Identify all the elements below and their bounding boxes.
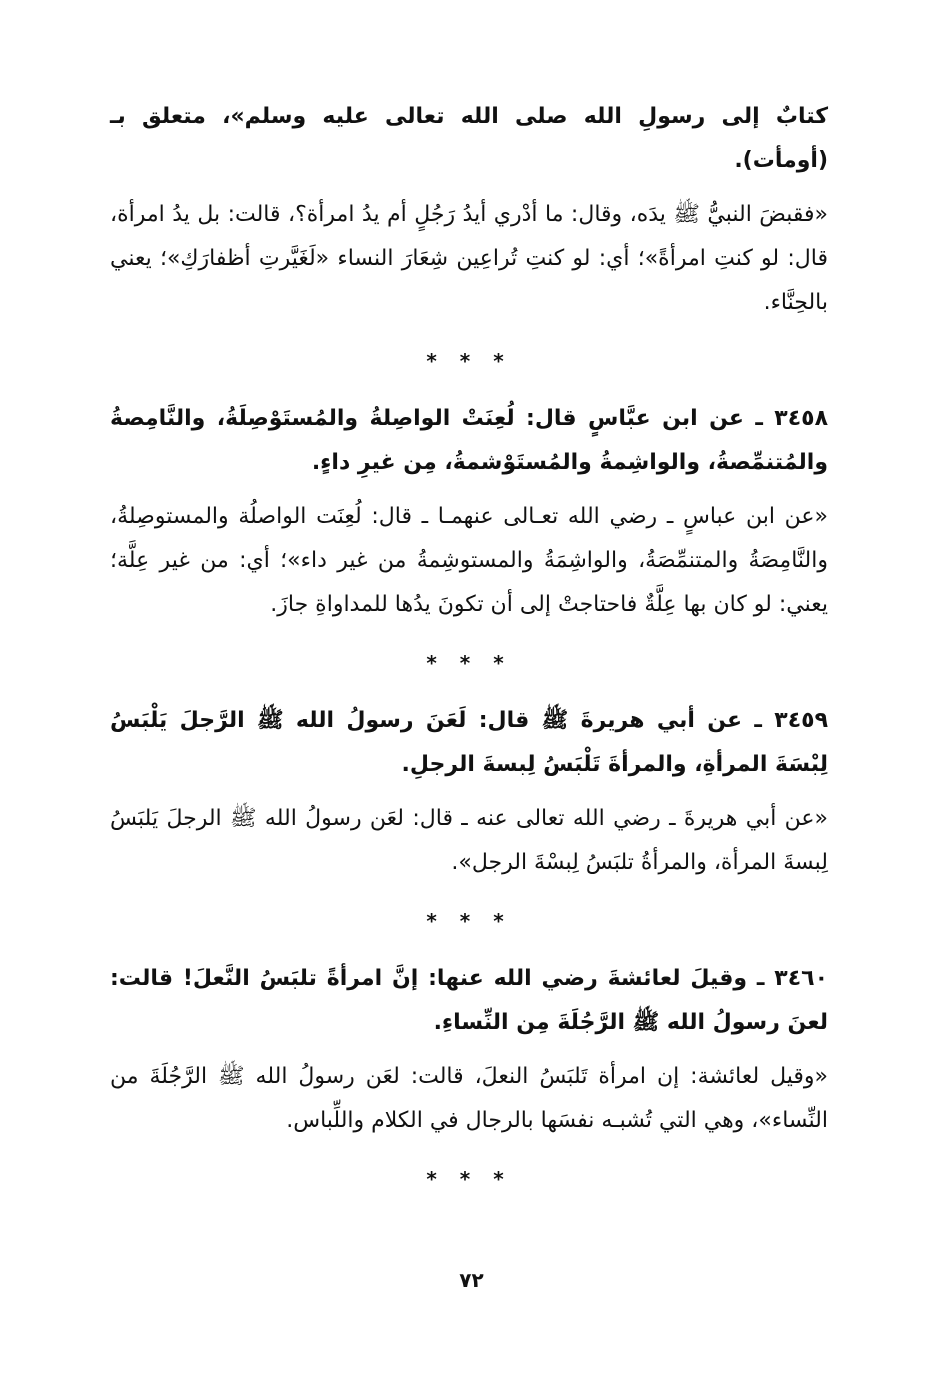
commentary-3459: «عن أبي هريرةَ ـ رضي الله تعالى عنه ـ قال: لعَن رسولُ الله ﷺ الرجلَ يَلبَسُ لِبسةَ المرأة، والمرأةُ تلبَسُ لِبسْةَ الرجل». xyxy=(110,806,828,875)
hadith-3458: ٣٤٥٨ ـ عن ابن عبَّاسٍ قال: لُعِنَتْ الواصِلةُ والمُستَوْصِلَةُ، والنَّامِصةُ والمُتنمِّصةُ، والواشِمةُ والمُستَوْشمةُ، مِن غيرِ داءٍ. xyxy=(110,406,828,475)
separator: * * * xyxy=(426,349,512,373)
separator: * * * xyxy=(426,1167,512,1191)
page-text xyxy=(110,95,828,1215)
separator: * * * xyxy=(426,909,512,933)
commentary-3458: «عن ابن عباسٍ ـ رضي الله تعـالى عنهمـا ـ قال: لُعِنَت الواصلُة والمستوصِلةُ، والنَّامِصَةُ والمتنمِّصَةُ، والواشِمَةُ والمستوشِمةُ من غير داء»؛ أي: من غير عِلَّة؛ يعني: لو كان بها عِلَّةٌ فاحتاجتْ إلى أن تكونَ يدُها للمداواةِ جازَ. xyxy=(110,504,828,617)
hadith-3460: ٣٤٦٠ ـ وقيلَ لعائشةَ رضي الله عنها: إنَّ امرأةً تلبَسُ النَّعلَ! قالت: لعنَ رسولُ الله ﷺ الرَّجُلَةَ مِن النِّساءِ. xyxy=(110,966,828,1035)
separator: * * * xyxy=(426,651,512,675)
intro-line: كتابٌ إلى رسولِ الله صلى الله تعالى عليه وسلم»، متعلق بـ (أومأت). xyxy=(110,104,828,173)
hadith-3459: ٣٤٥٩ ـ عن أبي هريرةَ ﷺ قال: لَعَنَ رسولُ الله ﷺ الرَّجلَ يَلْبَسُ لِبْسَةَ المرأةِ، والمرأةَ تَلْبَسُ لِبسةَ الرجلِ. xyxy=(110,708,828,777)
intro-commentary: «فقبضَ النبيُّ ﷺ يدَه، وقال: ما أدْري أيدُ رَجُلٍ أم يدُ امرأة؟، قالت: بل يدُ امرأة، قال: لو كنتِ امرأةً»؛ أي: لو كنتِ تُراعِين شِعَارَ النساء «لَغَيَّرتِ أظفارَكِ»؛ يعني بالحِنَّاء. xyxy=(110,202,828,315)
page-number: ٧٢ xyxy=(459,1268,484,1292)
commentary-3460: «وقيل لعائشة: إن امرأة تَلبَسُ النعلَ، قالت: لعَن رسولُ الله ﷺ الرَّجُلَةَ من النِّساء»، وهي التي تُشبـه نفسَها بالرجال في الكلام واللِّباس. xyxy=(110,1064,828,1133)
